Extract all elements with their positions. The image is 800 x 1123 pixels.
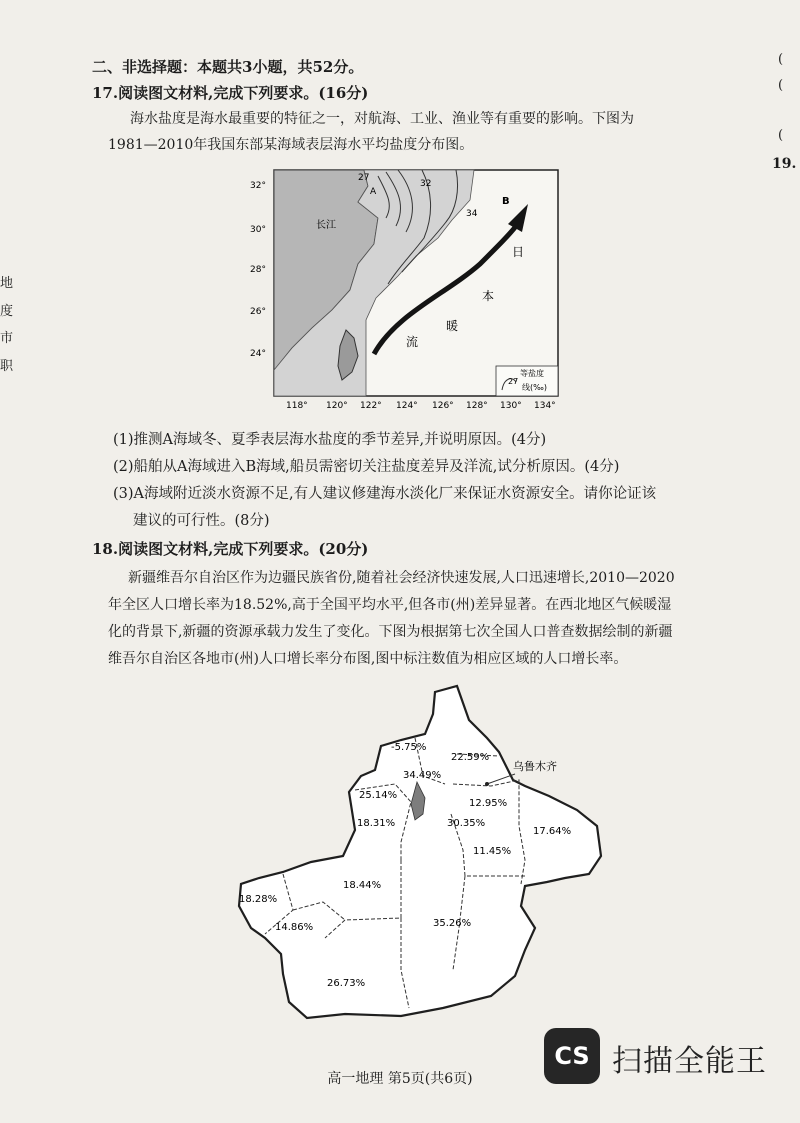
lat-label: 24° bbox=[250, 349, 266, 359]
map-legend bbox=[496, 366, 558, 396]
q18-paragraph-line: 新疆维吾尔自治区作为边疆民族省份,随着社会经济快速发展,人口迅速增长,2010—2020 bbox=[128, 570, 675, 586]
lat-label: 28° bbox=[250, 265, 266, 275]
isoline-label: 27 bbox=[358, 173, 370, 183]
current-label: 日 bbox=[512, 245, 525, 259]
q19-label: 19. bbox=[772, 156, 797, 172]
rate-label: 17.64% bbox=[533, 826, 572, 837]
q17-paragraph-line: 海水盐度是海水最重要的特征之一，对航海、工业、渔业等有重要的影响。下图为 bbox=[130, 111, 634, 127]
lon-label: 120° bbox=[326, 401, 348, 411]
rate-label: 18.28% bbox=[239, 894, 278, 905]
lon-label: 122° bbox=[360, 401, 382, 411]
camscanner-app-name: 扫描全能王 bbox=[612, 1044, 767, 1079]
river-label: 长江 bbox=[316, 220, 336, 231]
point-b-label: B bbox=[502, 196, 510, 207]
margin-fragment: 地 bbox=[0, 276, 14, 291]
rate-label: 25.14% bbox=[359, 790, 398, 801]
rate-label: 34.49% bbox=[403, 770, 442, 781]
q17-sub3-continued: 建议的可行性。(8分) bbox=[133, 513, 270, 529]
page-footer: 高一地理 第5页(共6页) bbox=[327, 1071, 473, 1087]
lon-label: 134° bbox=[534, 401, 556, 411]
q17-paragraph-line: 1981—2010年我国东部某海域表层海水平均盐度分布图。 bbox=[108, 137, 474, 153]
current-label: 本 bbox=[482, 289, 495, 303]
camscanner-logo-icon bbox=[544, 1028, 600, 1084]
salinity-map bbox=[246, 160, 576, 420]
lon-label: 124° bbox=[396, 401, 418, 411]
isoline-label: 34 bbox=[466, 209, 478, 219]
q17-heading: 17.阅读图文材料,完成下列要求。(16分) bbox=[92, 84, 369, 102]
q18-paragraph-line: 维吾尔自治区各地市(州)人口增长率分布图,图中标注数值为相应区域的人口增长率。 bbox=[108, 651, 628, 667]
margin-fragment: 度 bbox=[0, 304, 14, 319]
q18-heading: 18.阅读图文材料,完成下列要求。(20分) bbox=[92, 540, 369, 558]
margin-fragment: ( bbox=[778, 128, 784, 143]
q17-sub3: (3)A海域附近淡水资源不足,有人建议修建海水淡化厂来保证水资源安全。请你论证该 bbox=[113, 486, 657, 502]
point-a-label: A bbox=[370, 187, 377, 197]
rate-label: 14.86% bbox=[275, 922, 314, 933]
lat-label: 26° bbox=[250, 307, 266, 317]
current-label: 暖 bbox=[446, 319, 459, 333]
lat-label: 30° bbox=[250, 225, 266, 235]
xinjiang-outline bbox=[239, 686, 601, 1018]
section-title: 二、非选择题：本题共3小题，共52分。 bbox=[92, 58, 364, 76]
margin-fragment: 职 bbox=[0, 359, 14, 374]
q17-sub2: (2)船舶从A海域进入B海域,船员需密切关注盐度差异及洋流,试分析原因。(4分) bbox=[113, 459, 620, 475]
lon-label: 126° bbox=[432, 401, 454, 411]
legend-text: 线(‰) bbox=[522, 383, 547, 392]
legend-value: 27 bbox=[508, 377, 519, 386]
rate-label: 22.59% bbox=[451, 752, 490, 763]
q18-paragraph-line: 年全区人口增长率为18.52%,高于全国平均水平,但各市(州)差异显著。在西北地区气候暖湿 bbox=[108, 597, 672, 613]
current-label: 流 bbox=[406, 335, 419, 349]
logo-text: CS bbox=[554, 1042, 590, 1070]
xinjiang-population-map bbox=[225, 680, 610, 1025]
legend-text: 等盐度 bbox=[520, 369, 544, 378]
margin-fragment: ( bbox=[778, 52, 784, 67]
rate-label: 26.73% bbox=[327, 978, 366, 989]
rate-label: 18.44% bbox=[343, 880, 382, 891]
lon-label: 130° bbox=[500, 401, 522, 411]
rate-label: 18.31% bbox=[357, 818, 396, 829]
isoline-label: 32 bbox=[420, 179, 432, 189]
rate-label: 11.45% bbox=[473, 846, 512, 857]
rate-label: -5.75% bbox=[391, 742, 427, 753]
margin-fragment: 市 bbox=[0, 331, 14, 346]
city-label-urumqi: 乌鲁木齐 bbox=[513, 760, 557, 773]
rate-label: 35.26% bbox=[433, 918, 472, 929]
lat-label: 32° bbox=[250, 181, 266, 191]
lon-label: 128° bbox=[466, 401, 488, 411]
margin-fragment: ( bbox=[778, 78, 784, 93]
rate-label: 12.95% bbox=[469, 798, 508, 809]
rate-label: 30.35% bbox=[447, 818, 486, 829]
q18-paragraph-line: 化的背景下,新疆的资源承载力发生了变化。下图为根据第七次全国人口普查数据绘制的新疆 bbox=[108, 624, 673, 640]
q17-sub1: (1)推测A海域冬、夏季表层海水盐度的季节差异,并说明原因。(4分) bbox=[113, 432, 547, 448]
lon-label: 118° bbox=[286, 401, 308, 411]
